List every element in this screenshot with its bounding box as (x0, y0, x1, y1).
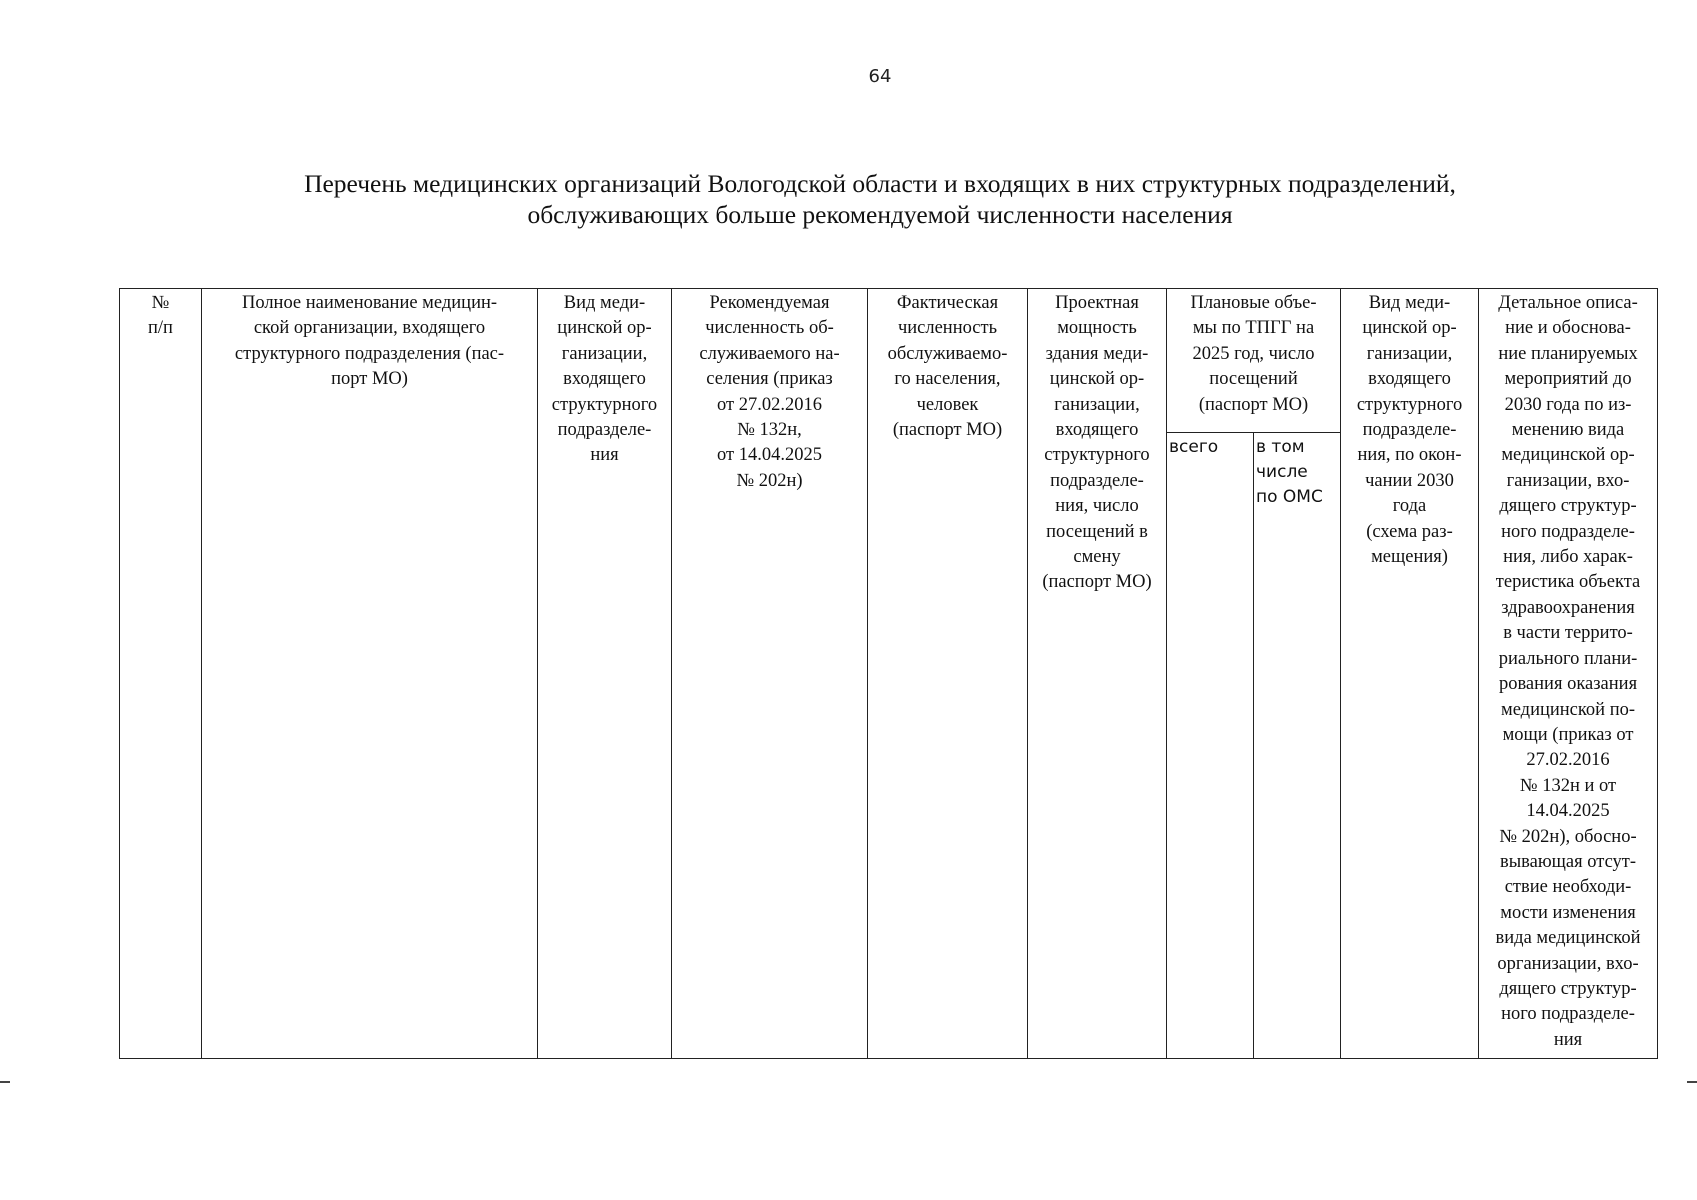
right-margin-tick (1687, 1081, 1697, 1083)
document-title-line-1: Перечень медицинских организаций Вологодской области и входящих в них структурных подразделений, (304, 169, 1456, 198)
table-header-row (120, 289, 1658, 433)
document-title-line-2: обслуживающих больше рекомендуемой численности населения (527, 200, 1233, 229)
header-cell-number: № п/п (120, 289, 202, 1059)
organizations-table-wrapper (119, 288, 1657, 1059)
header-cell-actual-population: Фактическая численность обслуживаемо- го населения, человек (паспорт МО) (868, 289, 1028, 1059)
header-cell-org-type-2030: Вид меди- цинской ор- ганизации, входящего структурного подразделе- ния, по окон- чании 2030 года (схема раз- мещения) (1341, 289, 1479, 1059)
document-title (190, 168, 1570, 230)
left-margin-tick (0, 1081, 10, 1083)
header-cell-planned-volumes: Плановые объе- мы по ТПГГ на 2025 год, число посещений (паспорт МО) (1167, 289, 1341, 433)
header-cell-planned-oms: в том числе по ОМС (1254, 433, 1341, 1059)
header-cell-recommended-population: Рекомендуемая численность об- служиваемого на- селения (приказ от 27.02.2016 № 132н, от 14.04.2025 № 202н) (672, 289, 868, 1059)
header-cell-org-name: Полное наименование медицин- ской организации, входящего структурного подразделения (пас- порт МО) (202, 289, 538, 1059)
page-number: 64 (868, 66, 892, 87)
header-cell-design-capacity: Проектная мощность здания меди- цинской ор- ганизации, входящего структурного подразделе- ния, число посещений в смену (паспорт МО) (1028, 289, 1167, 1059)
organizations-table (119, 288, 1658, 1059)
header-cell-org-type: Вид меди- цинской ор- ганизации, входящего структурного подразделе- ния (538, 289, 672, 1059)
header-cell-description: Детальное описа- ние и обоснова- ние планируемых мероприятий до 2030 года по из- менению вида медицинской ор- ганизации, вхо- дящего структур- ного подразделе- ния, либо харак- теристика объекта здравоохранения в части террито- риального плани- рования оказания медицинской по- мощи (приказ от 27.02.2016 № 132н и от 14.04.2025 № 202н), обосно- вывающая отсут- ствие необходи- мости изменения вида медицинской организации, вхо- дящего структур- ного подразделе- ния (1479, 289, 1658, 1059)
header-cell-planned-total: всего (1167, 433, 1254, 1059)
